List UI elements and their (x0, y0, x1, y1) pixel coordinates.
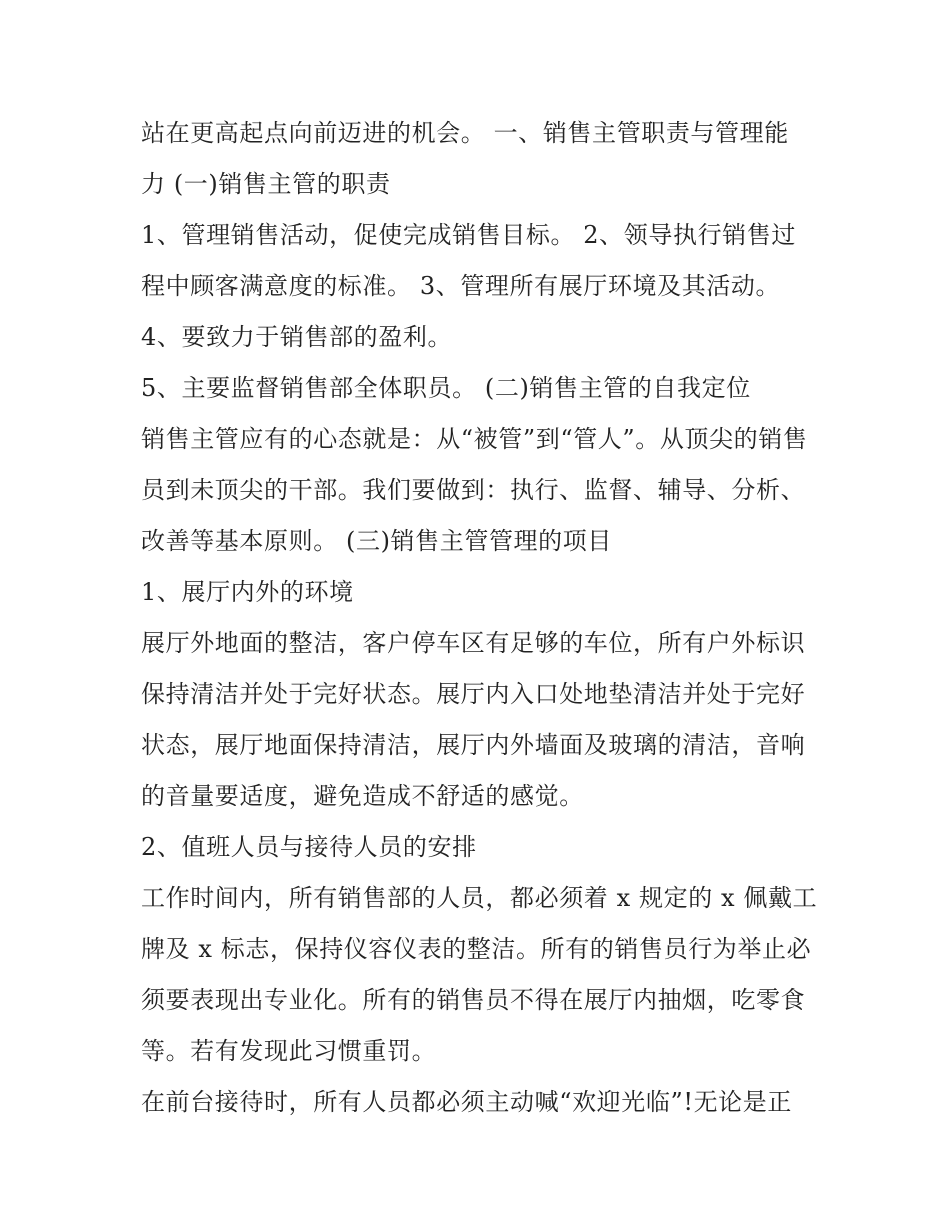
text-line: 1、展厅内外的环境 (141, 578, 354, 606)
text-line: 状态，展厅地面保持清洁，展厅内外墙面及玻璃的清洁，音响 (141, 731, 806, 759)
text-line: 展厅外地面的整洁，客户停车区有足够的车位，所有户外标识 (141, 629, 806, 657)
document-body (141, 108, 831, 1128)
text-line: 程中顾客满意度的标准。 3、管理所有展厅环境及其活动。 (141, 272, 781, 300)
text-line: 等。若有发现此习惯重罚。 (141, 1037, 437, 1065)
text-line: 4、要致力于销售部的盈利。 (141, 323, 453, 351)
text-line: 2、值班人员与接待人员的安排 (141, 833, 477, 861)
text-line: 员到未顶尖的干部。我们要做到：执行、监督、辅导、分析、 (141, 476, 806, 504)
text-line: 5、主要监督销售部全体职员。 (二)销售主管的自我定位 (141, 374, 751, 402)
text-line: 销售主管应有的心态就是：从“被管”到“管人”。从顶尖的销售 (141, 425, 808, 453)
text-line: 力 (一)销售主管的职责 (141, 170, 391, 198)
text-line: 站在更高起点向前迈进的机会。 一、销售主管职责与管理能 (141, 119, 789, 147)
text-line: 保持清洁并处于完好状态。展厅内入口处地垫清洁并处于完好 (141, 680, 806, 708)
text-line: 工作时间内，所有销售部的人员，都必须着 x 规定的 x 佩戴工 (141, 884, 818, 912)
text-line: 牌及 x 标志，保持仪容仪表的整洁。所有的销售员行为举止必 (141, 935, 812, 963)
text-line: 的音量要适度，避免造成不舒适的感觉。 (141, 782, 584, 810)
text-line: 须要表现出专业化。所有的销售员不得在展厅内抽烟，吃零食 (141, 986, 806, 1014)
text-line: 在前台接待时，所有人员都必须主动喊“欢迎光临”!无论是正 (141, 1088, 792, 1116)
text-line: 改善等基本原则。 (三)销售主管管理的项目 (141, 527, 612, 555)
text-line: 1、管理销售活动，促使完成销售目标。 2、领导执行销售过 (141, 221, 796, 249)
